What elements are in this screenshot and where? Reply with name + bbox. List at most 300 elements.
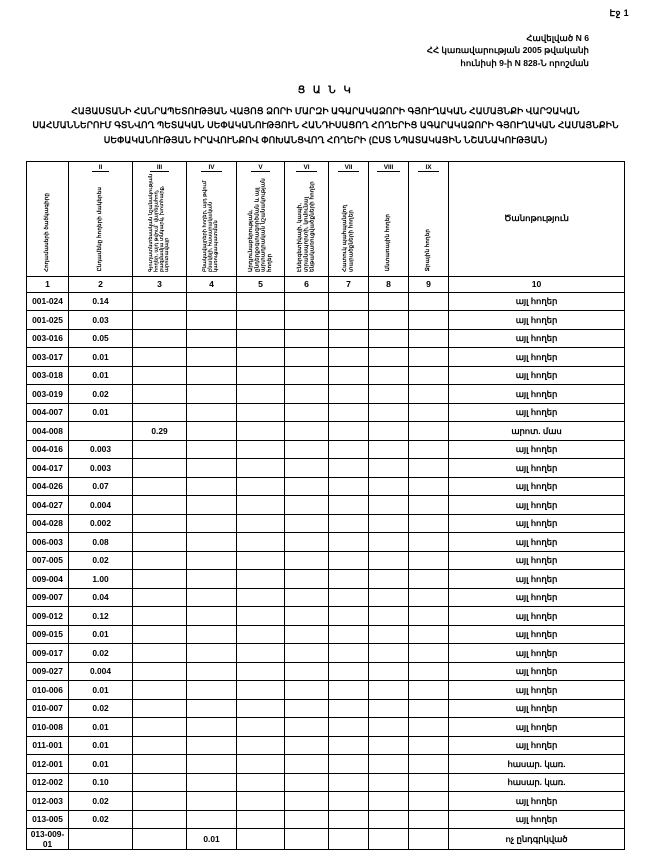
cell-code: 012-001 [27,755,69,774]
table-column-number-row [27,276,625,292]
cell-water [409,348,449,367]
cell-note: այլ հողեր [449,718,625,737]
cell-note: հասար. կառ. [449,755,625,774]
cell-protected [329,662,369,681]
cell-protected [329,459,369,478]
column-number-8: 8 [369,276,409,292]
cell-industrial [237,625,285,644]
cell-forest [369,773,409,792]
cell-agricultural [133,607,187,626]
cell-code: 004-008 [27,422,69,441]
cell-note: այլ հողեր [449,385,625,404]
cell-total: 0.01 [69,366,133,385]
cell-total: 0.01 [69,736,133,755]
cell-total [69,829,133,850]
cell-code: 004-016 [27,440,69,459]
cell-settlement [187,736,237,755]
cell-note: այլ հողեր [449,477,625,496]
cell-settlement [187,681,237,700]
cell-settlement [187,533,237,552]
cell-agricultural [133,570,187,589]
cell-forest [369,625,409,644]
cell-agricultural [133,533,187,552]
cell-code: 004-007 [27,403,69,422]
cell-energy [285,829,329,850]
cell-settlement [187,496,237,515]
cell-water [409,773,449,792]
cell-water [409,403,449,422]
header-cell-industrial [237,161,285,276]
cell-protected [329,311,369,330]
cell-energy [285,533,329,552]
cell-note: այլ հողեր [449,496,625,515]
cell-note: այլ հողեր [449,459,625,478]
cell-forest [369,477,409,496]
cell-total: 0.02 [69,792,133,811]
cell-water [409,699,449,718]
cell-forest [369,292,409,311]
cell-industrial [237,551,285,570]
cell-agricultural [133,403,187,422]
cell-code: 006-003 [27,533,69,552]
cell-forest [369,755,409,774]
cell-total: 0.003 [69,440,133,459]
cell-protected [329,755,369,774]
cell-water [409,644,449,663]
table-row [27,570,625,589]
cell-water [409,366,449,385]
cell-industrial [237,681,285,700]
cell-industrial [237,348,285,367]
table-row [27,366,625,385]
cell-protected [329,440,369,459]
page-number: Էջ 1 [609,8,629,18]
cell-forest [369,718,409,737]
cell-energy [285,459,329,478]
cell-forest [369,588,409,607]
cell-total: 0.002 [69,514,133,533]
cell-code: 010-008 [27,718,69,737]
cell-water [409,755,449,774]
cell-protected [329,329,369,348]
roman-ix: IX [409,164,448,172]
cell-forest [369,699,409,718]
table-row [27,533,625,552]
cell-water [409,311,449,330]
header-label-industrial: Արդյունաբերության, ընդերքօգտագործման և այլ արտադրական նշանակության հողեր [248,177,273,272]
cell-note: այլ հողեր [449,792,625,811]
cell-energy [285,755,329,774]
cell-water [409,459,449,478]
cell-settlement [187,644,237,663]
table-row [27,755,625,774]
cell-industrial [237,329,285,348]
cell-code: 009-015 [27,625,69,644]
cell-industrial [237,496,285,515]
cell-industrial [237,829,285,850]
cell-settlement [187,810,237,829]
cell-settlement [187,329,237,348]
cell-note: այլ հողեր [449,348,625,367]
cell-note: այլ հողեր [449,588,625,607]
table-row [27,403,625,422]
cell-forest [369,570,409,589]
cell-energy [285,662,329,681]
cell-industrial [237,810,285,829]
cell-agricultural [133,311,187,330]
header-cell-forest [369,161,409,276]
column-number-3: 3 [133,276,187,292]
column-number-2: 2 [69,276,133,292]
cell-settlement [187,699,237,718]
cell-agricultural [133,551,187,570]
cell-energy [285,292,329,311]
cell-energy [285,736,329,755]
cell-agricultural [133,348,187,367]
cell-forest [369,662,409,681]
cell-water [409,662,449,681]
table-row [27,348,625,367]
cell-note: այլ հողեր [449,533,625,552]
cell-total: 0.08 [69,533,133,552]
cell-settlement [187,348,237,367]
cell-forest [369,551,409,570]
cell-total: 0.03 [69,311,133,330]
cell-protected [329,366,369,385]
cell-total: 0.02 [69,551,133,570]
column-number-9: 9 [409,276,449,292]
cell-forest [369,810,409,829]
cell-water [409,736,449,755]
cell-code: 011-001 [27,736,69,755]
cell-energy [285,570,329,589]
cell-protected [329,810,369,829]
cell-total: 0.10 [69,773,133,792]
cell-settlement [187,718,237,737]
cell-code: 009-007 [27,588,69,607]
cell-agricultural: 0.29 [133,422,187,441]
cell-total: 0.01 [69,403,133,422]
cell-industrial [237,662,285,681]
cell-total: 0.01 [69,718,133,737]
cell-forest [369,459,409,478]
table-row [27,514,625,533]
cell-protected [329,644,369,663]
cell-protected [329,385,369,404]
column-number-7: 7 [329,276,369,292]
cell-code: 009-027 [27,662,69,681]
cell-code: 001-024 [27,292,69,311]
cell-water [409,607,449,626]
cell-energy [285,699,329,718]
cell-note: այլ հողեր [449,403,625,422]
table-row [27,644,625,663]
cell-note: այլ հողեր [449,662,625,681]
table-row [27,699,625,718]
cell-code: 010-007 [27,699,69,718]
header-label-agricultural: Գյուղատնտեսական նշանակության հողեր, այդ թվում` վարելահող, բազմամյա տնկարկ, խոտհարք, արոտավայր [147,173,170,272]
cell-industrial [237,570,285,589]
cell-settlement [187,625,237,644]
cell-total: 0.02 [69,810,133,829]
roman-v: V [237,164,284,172]
header-cell-energy [285,161,329,276]
land-registry-table [26,161,625,851]
cell-energy [285,403,329,422]
cell-water [409,496,449,515]
cell-settlement [187,607,237,626]
roman-viii: VIII [369,164,408,172]
cell-total: 0.07 [69,477,133,496]
header-cell-agricultural [133,161,187,276]
cell-total: 0.02 [69,699,133,718]
cell-note: այլ հողեր [449,699,625,718]
column-number-10: 10 [449,276,625,292]
cell-forest [369,329,409,348]
cell-agricultural [133,792,187,811]
cell-forest [369,496,409,515]
column-number-4: 4 [187,276,237,292]
header-label-settlement: Բնակավայրերի հողեր, այդ թվում` բնակելի, հասարակական կառուցապատման [202,178,220,272]
cell-settlement [187,588,237,607]
cell-water [409,440,449,459]
cell-note: այլ հողեր [449,681,625,700]
cell-energy [285,348,329,367]
cell-code: 003-016 [27,329,69,348]
header-label-total: Ընդամենը հողերի մակերես [97,187,104,272]
cell-protected [329,625,369,644]
column-number-5: 5 [237,276,285,292]
cell-total: 0.004 [69,496,133,515]
cell-forest [369,644,409,663]
cell-total: 0.05 [69,329,133,348]
cell-agricultural [133,366,187,385]
roman-vii: VII [329,164,368,172]
cell-protected [329,792,369,811]
cell-protected [329,773,369,792]
cell-total: 0.02 [69,385,133,404]
cell-protected [329,422,369,441]
cell-agricultural [133,699,187,718]
cell-industrial [237,736,285,755]
cell-industrial [237,292,285,311]
table-row [27,422,625,441]
cell-agricultural [133,662,187,681]
table-row [27,718,625,737]
cell-total: 0.04 [69,588,133,607]
table-row [27,440,625,459]
cell-total: 0.01 [69,348,133,367]
cell-forest [369,422,409,441]
cell-forest [369,736,409,755]
cell-protected [329,736,369,755]
cell-code: 012-003 [27,792,69,811]
header-label-water: Ջրային հողեր [425,229,432,272]
table-row [27,829,625,850]
cell-settlement [187,311,237,330]
page-subtitle: ՀԱՅԱՍՏԱՆԻ ՀԱՆՐԱՊԵՏՈՒԹՅԱՆ ՎԱՅՈՑ ՁՈՐԻ ՄԱՐԶԻ ԱԳԱՐԱԿԱՁՈՐԻ ԳՅՈՒՂԱԿԱՆ ՀԱՄԱՅՆՔԻ ՎԱՐՉԱԿԱՆ ՍԱՀՄԱՆՆԵՐՈՒՄ ԳՏՆՎՈՂ ՊԵՏԱԿԱՆ ՍԵՓԱԿԱՆՈՒԹՅՈՒՆ ՀԱՆԴԻՍԱՑՈՂ ՀՈՂԵՐԻՑ ԱԳԱՐԱԿԱՁՈՐԻ ԳՅՈՒՂԱԿԱՆ ՀԱՄԱՅՆՔԻՆ ՍԵՓԱԿԱՆՈՒԹՅԱՆ ԻՐԱՎՈՒՆՔՈՎ ՓՈԽԱՆՑՎՈՂ ՀՈՂԵՐԻ (ԸՍՏ ՆՊԱՏԱԿԱՅԻՆ ՆՇԱՆԱԿՈՒԹՅԱՆ) [32,106,619,145]
cell-protected [329,607,369,626]
cell-total: 0.003 [69,459,133,478]
header-cell-water [409,161,449,276]
column-number-1: 1 [27,276,69,292]
cell-energy [285,366,329,385]
table-row [27,736,625,755]
cell-water [409,551,449,570]
cell-protected [329,588,369,607]
cell-note: այլ հողեր [449,366,625,385]
cell-note: այլ հողեր [449,311,625,330]
cell-protected [329,570,369,589]
header-label-forest: Անտառային հողեր [385,214,392,272]
cell-total: 0.14 [69,292,133,311]
header-cell-code [27,161,69,276]
cell-industrial [237,773,285,792]
cell-energy [285,625,329,644]
cell-note: այլ հողեր [449,551,625,570]
cell-total: 0.01 [69,681,133,700]
page-title: Ց Ա Ն Կ [297,85,354,97]
cell-code: 013-005 [27,810,69,829]
cell-water [409,588,449,607]
cell-water [409,718,449,737]
cell-code: 009-012 [27,607,69,626]
cell-total: 0.12 [69,607,133,626]
cell-protected [329,348,369,367]
cell-note: ոչ ընդգրկված [449,829,625,850]
cell-code: 003-017 [27,348,69,367]
cell-code: 004-028 [27,514,69,533]
cell-water [409,477,449,496]
cell-energy [285,551,329,570]
cell-industrial [237,699,285,718]
cell-energy [285,792,329,811]
cell-protected [329,477,369,496]
cell-energy [285,477,329,496]
cell-energy [285,329,329,348]
cell-note: արոտ. մաս [449,422,625,441]
table-row [27,292,625,311]
cell-forest [369,311,409,330]
cell-settlement [187,422,237,441]
cell-note: այլ հողեր [449,329,625,348]
cell-industrial [237,644,285,663]
cell-settlement [187,662,237,681]
table-row [27,625,625,644]
annex-reference [26,32,625,69]
cell-water [409,829,449,850]
header-cell-protected [329,161,369,276]
cell-water [409,810,449,829]
cell-industrial [237,366,285,385]
table-row [27,311,625,330]
table-row [27,810,625,829]
cell-code: 013-009-01 [27,829,69,850]
table-header-row [27,161,625,276]
cell-energy [285,514,329,533]
cell-industrial [237,533,285,552]
cell-forest [369,829,409,850]
cell-energy [285,588,329,607]
cell-protected [329,496,369,515]
roman-vi: VI [285,164,328,172]
table-row [27,662,625,681]
cell-water [409,329,449,348]
cell-industrial [237,607,285,626]
header-cell-total [69,161,133,276]
cell-water [409,570,449,589]
cell-settlement [187,514,237,533]
cell-code: 004-017 [27,459,69,478]
cell-code: 009-004 [27,570,69,589]
cell-forest [369,792,409,811]
cell-note: այլ հողեր [449,625,625,644]
cell-settlement: 0.01 [187,829,237,850]
cell-agricultural [133,496,187,515]
roman-iii: III [133,164,186,172]
cell-agricultural [133,625,187,644]
roman-iv: IV [187,164,236,172]
cell-industrial [237,385,285,404]
cell-code: 003-019 [27,385,69,404]
cell-industrial [237,440,285,459]
cell-code: 009-017 [27,644,69,663]
table-row [27,681,625,700]
cell-industrial [237,403,285,422]
cell-industrial [237,477,285,496]
cell-agricultural [133,718,187,737]
table-row [27,477,625,496]
cell-industrial [237,514,285,533]
cell-agricultural [133,810,187,829]
cell-protected [329,533,369,552]
cell-agricultural [133,829,187,850]
cell-note: այլ հողեր [449,644,625,663]
cell-energy [285,440,329,459]
cell-agricultural [133,440,187,459]
cell-forest [369,514,409,533]
cell-settlement [187,385,237,404]
cell-agricultural [133,588,187,607]
cell-note: այլ հողեր [449,292,625,311]
cell-protected [329,292,369,311]
cell-protected [329,514,369,533]
cell-forest [369,607,409,626]
cell-agricultural [133,477,187,496]
annex-line-2: ՀՀ կառավարության 2005 թվականի [426,45,589,56]
table-row [27,607,625,626]
cell-total: 0.01 [69,755,133,774]
cell-note: այլ հողեր [449,440,625,459]
cell-total: 0.01 [69,625,133,644]
cell-industrial [237,422,285,441]
table-row [27,551,625,570]
column-number-6: 6 [285,276,329,292]
cell-agricultural [133,514,187,533]
cell-code: 004-027 [27,496,69,515]
cell-protected [329,718,369,737]
cell-water [409,533,449,552]
cell-code: 012-002 [27,773,69,792]
cell-code: 010-006 [27,681,69,700]
cell-settlement [187,792,237,811]
header-label-protected: Հատուկ պահպանվող տարածքների հողեր [342,204,355,272]
cell-agricultural [133,773,187,792]
cell-settlement [187,403,237,422]
cell-water [409,514,449,533]
cell-energy [285,496,329,515]
cell-energy [285,644,329,663]
